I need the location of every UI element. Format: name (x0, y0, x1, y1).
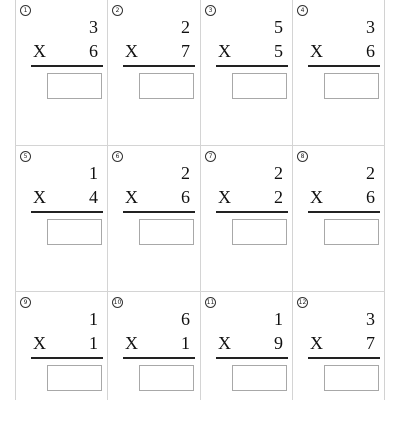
multiplicand: 1 (89, 163, 98, 183)
multiplier: 6 (366, 41, 375, 61)
multiply-sign: X (310, 41, 323, 61)
problem-number: 11 (206, 299, 215, 306)
multiply-sign: X (218, 333, 231, 353)
answer-box[interactable] (139, 219, 194, 245)
answer-box[interactable] (232, 219, 287, 245)
answer-box[interactable] (47, 219, 102, 245)
multiply-sign: X (310, 187, 323, 207)
multiplier: 9 (274, 333, 283, 353)
multiplier: 1 (181, 333, 190, 353)
answer-rule (216, 357, 288, 359)
answer-box[interactable] (232, 365, 287, 391)
multiplicand: 3 (366, 309, 375, 329)
answer-rule (31, 211, 103, 213)
problem-cell-11 (200, 292, 292, 440)
multiplicand: 3 (89, 17, 98, 37)
answer-rule (123, 357, 195, 359)
multiply-sign: X (33, 187, 46, 207)
multiply-sign: X (125, 41, 138, 61)
multiplier: 7 (181, 41, 190, 61)
problem-cell-5 (15, 146, 107, 294)
problem-number: 4 (297, 5, 308, 16)
problem-cell-1 (15, 0, 107, 148)
multiplier: 6 (366, 187, 375, 207)
problem-cell-12 (292, 292, 384, 440)
multiplicand: 2 (181, 163, 190, 183)
multiply-sign: X (125, 333, 138, 353)
problem-cell-4 (292, 0, 384, 148)
multiplier: 4 (89, 187, 98, 207)
problem-number: 1 (20, 5, 31, 16)
problem-number: 3 (205, 5, 216, 16)
multiplicand: 5 (274, 17, 283, 37)
answer-box[interactable] (139, 73, 194, 99)
answer-rule (31, 65, 103, 67)
problem-number: 6 (112, 151, 123, 162)
multiplicand: 6 (181, 309, 190, 329)
multiply-sign: X (310, 333, 323, 353)
multiplier: 1 (89, 333, 98, 353)
multiplicand: 3 (366, 17, 375, 37)
problem-cell-7 (200, 146, 292, 294)
answer-box[interactable] (324, 219, 379, 245)
answer-box[interactable] (47, 365, 102, 391)
answer-box[interactable] (232, 73, 287, 99)
multiplier: 7 (366, 333, 375, 353)
problem-number: 10 (113, 299, 122, 306)
answer-rule (123, 211, 195, 213)
answer-rule (31, 357, 103, 359)
answer-box[interactable] (47, 73, 102, 99)
answer-rule (216, 65, 288, 67)
problem-number: 8 (297, 151, 308, 162)
multiplicand: 1 (274, 309, 283, 329)
answer-box[interactable] (324, 73, 379, 99)
answer-rule (308, 357, 380, 359)
multiplier: 6 (89, 41, 98, 61)
problem-cell-2 (107, 0, 199, 148)
problem-cell-8 (292, 146, 384, 294)
multiply-sign: X (125, 187, 138, 207)
multiplicand: 2 (181, 17, 190, 37)
problem-number: 9 (20, 297, 31, 308)
multiplicand: 1 (89, 309, 98, 329)
multiplicand: 2 (366, 163, 375, 183)
problem-number: 5 (20, 151, 31, 162)
multiply-sign: X (33, 41, 46, 61)
answer-box[interactable] (139, 365, 194, 391)
problem-cell-6 (107, 146, 199, 294)
multiply-sign: X (218, 187, 231, 207)
multiply-sign: X (218, 41, 231, 61)
answer-rule (216, 211, 288, 213)
problem-number: 2 (112, 5, 123, 16)
problem-number: 7 (205, 151, 216, 162)
problem-cell-9 (15, 292, 107, 440)
multiplier: 5 (274, 41, 283, 61)
multiply-sign: X (33, 333, 46, 353)
answer-rule (308, 211, 380, 213)
answer-rule (308, 65, 380, 67)
problem-cell-10 (107, 292, 199, 440)
multiplier: 6 (181, 187, 190, 207)
multiplicand: 2 (274, 163, 283, 183)
problem-number: 12 (298, 299, 307, 306)
problem-cell-3 (200, 0, 292, 148)
multiplier: 2 (274, 187, 283, 207)
answer-box[interactable] (324, 365, 379, 391)
answer-rule (123, 65, 195, 67)
